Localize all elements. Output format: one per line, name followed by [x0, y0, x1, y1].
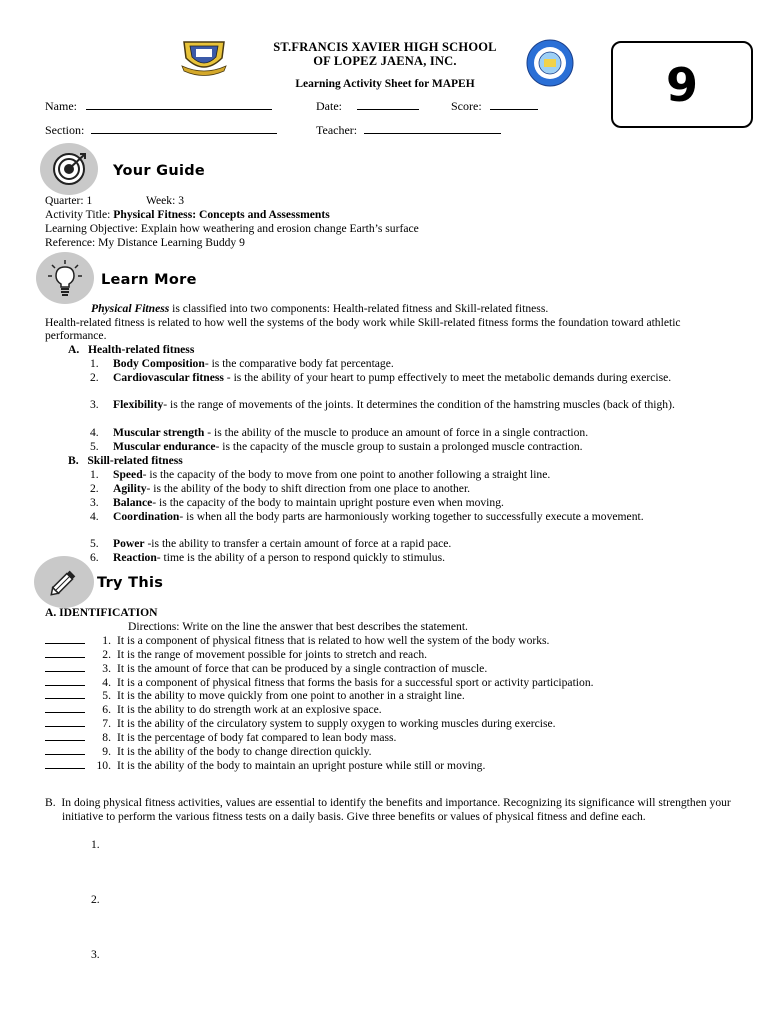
- reference-text: Reference: My Distance Learning Buddy 9: [45, 236, 245, 249]
- lightbulb-icon: [36, 252, 94, 304]
- activity-title: Physical Fitness: Concepts and Assessments: [113, 208, 330, 221]
- learning-objective: Learning Objective: Explain how weathering and erosion change Earth’s surface: [45, 222, 419, 235]
- identification-heading: A. IDENTIFICATION: [45, 606, 158, 619]
- identification-item: 7. It is the ability of the circulatory system to supply oxygen to working muscles during exercise.: [45, 717, 556, 731]
- identification-item: 10. It is the ability of the body to maintain an upright posture while still or moving.: [45, 759, 485, 773]
- answer-line[interactable]: [45, 745, 85, 755]
- answer-line[interactable]: [45, 703, 85, 713]
- date-label: Date:: [316, 99, 342, 113]
- score-field[interactable]: [451, 99, 538, 114]
- date-field[interactable]: [316, 99, 419, 114]
- health-related-heading: A. Health-related fitness: [68, 343, 195, 356]
- answer-line[interactable]: [45, 759, 85, 769]
- try-this-heading: Try This: [97, 575, 164, 591]
- date-line[interactable]: [357, 99, 419, 110]
- quarter-text: Quarter: 1: [45, 194, 93, 207]
- school-name-line1: ST.FRANCIS XAVIER HIGH SCHOOL: [273, 40, 497, 54]
- identification-directions: Directions: Write on the line the answer that best describes the statement.: [128, 620, 468, 633]
- pencil-icon: [34, 556, 94, 608]
- answer-space-1[interactable]: [110, 845, 710, 885]
- answer-line[interactable]: [45, 634, 85, 644]
- part-b-instructions: B. In doing physical fitness activities, values are essential to identify the benefits and importance. Recognizing its significance will strengthen your initiative to perform the various fitness tests on a daily basis. Give three benefits or values of physical fitness and define each.: [45, 796, 731, 823]
- answer-line[interactable]: [45, 676, 85, 686]
- target-icon: [40, 143, 98, 195]
- week-text: Week: 3: [146, 194, 185, 207]
- answer-number-1: 1.: [91, 838, 100, 851]
- answer-number-2: 2.: [91, 893, 100, 906]
- learn-intro: [91, 302, 548, 316]
- answer-space-2[interactable]: [110, 900, 710, 940]
- answer-line[interactable]: [45, 689, 85, 699]
- school-seal-icon: [525, 38, 575, 88]
- score-line[interactable]: [490, 99, 538, 110]
- teacher-line[interactable]: [364, 123, 501, 134]
- section-label: Section:: [45, 123, 85, 137]
- identification-item: 5. It is the ability to move quickly from one point to another in a straight line.: [45, 689, 465, 703]
- identification-item: 6. It is the ability to do strength work at an explosive space.: [45, 703, 382, 717]
- school-crest-icon: [180, 36, 228, 76]
- section-line[interactable]: [91, 123, 277, 134]
- name-field[interactable]: [45, 99, 272, 114]
- school-name-line2: OF LOPEZ JAENA, INC.: [313, 54, 457, 68]
- answer-line[interactable]: [45, 717, 85, 727]
- learn-intro-text: is classified into two components: Health-related fitness and Skill-related fitness.: [169, 302, 549, 315]
- score-label: Score:: [451, 99, 482, 113]
- answer-line[interactable]: [45, 662, 85, 672]
- identification-item: 3. It is the amount of force that can be produced by a single contraction of muscle.: [45, 662, 487, 676]
- learn-more-heading: Learn More: [101, 272, 197, 288]
- sheet-title: Learning Activity Sheet for MAPEH: [295, 78, 475, 90]
- identification-item: 1. It is a component of physical fitness that is related to how well the system of the body works.: [45, 634, 549, 648]
- answer-space-3[interactable]: [110, 955, 710, 995]
- answer-number-3: 3.: [91, 948, 100, 961]
- identification-item: 9. It is the ability of the body to change direction quickly.: [45, 745, 372, 759]
- name-label: Name:: [45, 99, 77, 113]
- learn-paragraph: Health-related fitness is related to how well the systems of the body work while Skill-related fitness forms the foundation toward athletic performance.: [45, 316, 681, 342]
- answer-line[interactable]: [45, 648, 85, 658]
- name-line[interactable]: [86, 99, 272, 110]
- identification-item: 4. It is a component of physical fitness that forms the basis for a successful sport or activity participation.: [45, 676, 594, 690]
- grade-box: 9: [611, 41, 753, 128]
- activity-title-line: [45, 208, 330, 222]
- section-field[interactable]: [45, 123, 277, 138]
- teacher-label: Teacher:: [316, 123, 358, 137]
- your-guide-heading: Your Guide: [113, 163, 206, 179]
- identification-item: 8. It is the percentage of body fat compared to lean body mass.: [45, 731, 396, 745]
- answer-line[interactable]: [45, 731, 85, 741]
- activity-title-label: Activity Title:: [45, 208, 114, 221]
- teacher-field[interactable]: [316, 123, 501, 138]
- physical-fitness-term: Physical Fitness: [91, 302, 170, 315]
- skill-related-heading: B. Skill-related fitness: [68, 454, 183, 467]
- identification-item: 2. It is the range of movement possible for joints to stretch and reach.: [45, 648, 427, 662]
